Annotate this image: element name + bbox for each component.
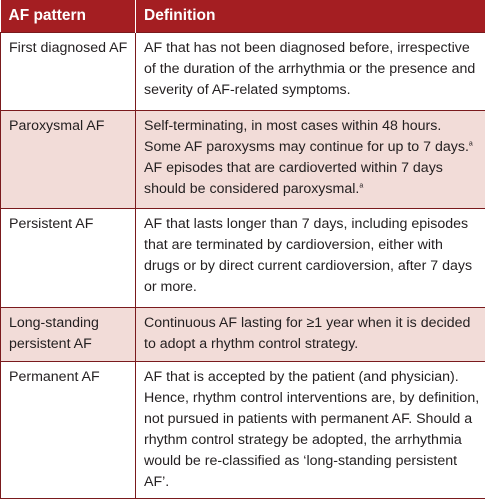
pattern-cell-paroxysmal: Paroxysmal AF	[1, 111, 136, 209]
table-row	[1, 111, 485, 209]
definition-cell-permanent: AF that is accepted by the patient (and physician). Hence, rhythm control interventions are, by definition, not pursued in patients with permanent AF. Should a rhythm control strategy be adopted, the arrhythmia would be re-classified as ‘long-standing persistent AF’.	[136, 362, 485, 499]
definition-cell-persistent: AF that lasts longer than 7 days, including episodes that are terminated by cardioversion, either with drugs or by direct current cardioversion, after 7 days or more.	[136, 209, 485, 308]
pattern-cell-long-standing: Long-standing persistent AF	[1, 308, 136, 362]
footnote-marker: a	[359, 182, 364, 190]
table-header	[1, 0, 485, 33]
footnote-marker: a	[468, 140, 473, 148]
header-af-pattern: AF pattern	[1, 0, 136, 33]
table-row	[1, 33, 485, 111]
definition-cell-long-standing: Continuous AF lasting for ≥1 year when it is decided to adopt a rhythm control strategy.	[136, 308, 485, 362]
table-row	[1, 362, 485, 499]
definition-text-part2: AF episodes that are cardioverted within 7 days should be considered paroxysmal.	[144, 160, 443, 197]
header-definition: Definition	[136, 0, 485, 33]
table-row	[1, 209, 485, 308]
header-row	[1, 0, 485, 33]
pattern-cell-persistent: Persistent AF	[1, 209, 136, 308]
definition-cell-paroxysmal	[136, 111, 485, 209]
pattern-cell-permanent: Permanent AF	[1, 362, 136, 499]
definition-text-part1: Self-terminating, in most cases within 48 hours. Some AF paroxysms may continue for up to 7 days.	[144, 118, 469, 155]
table-body	[1, 33, 485, 499]
pattern-cell-first-diagnosed: First diagnosed AF	[1, 33, 136, 111]
definition-cell-first-diagnosed: AF that has not been diagnosed before, irrespective of the duration of the arrhythmia or the presence and severity of AF-related symptoms.	[136, 33, 485, 111]
table-row	[1, 308, 485, 362]
